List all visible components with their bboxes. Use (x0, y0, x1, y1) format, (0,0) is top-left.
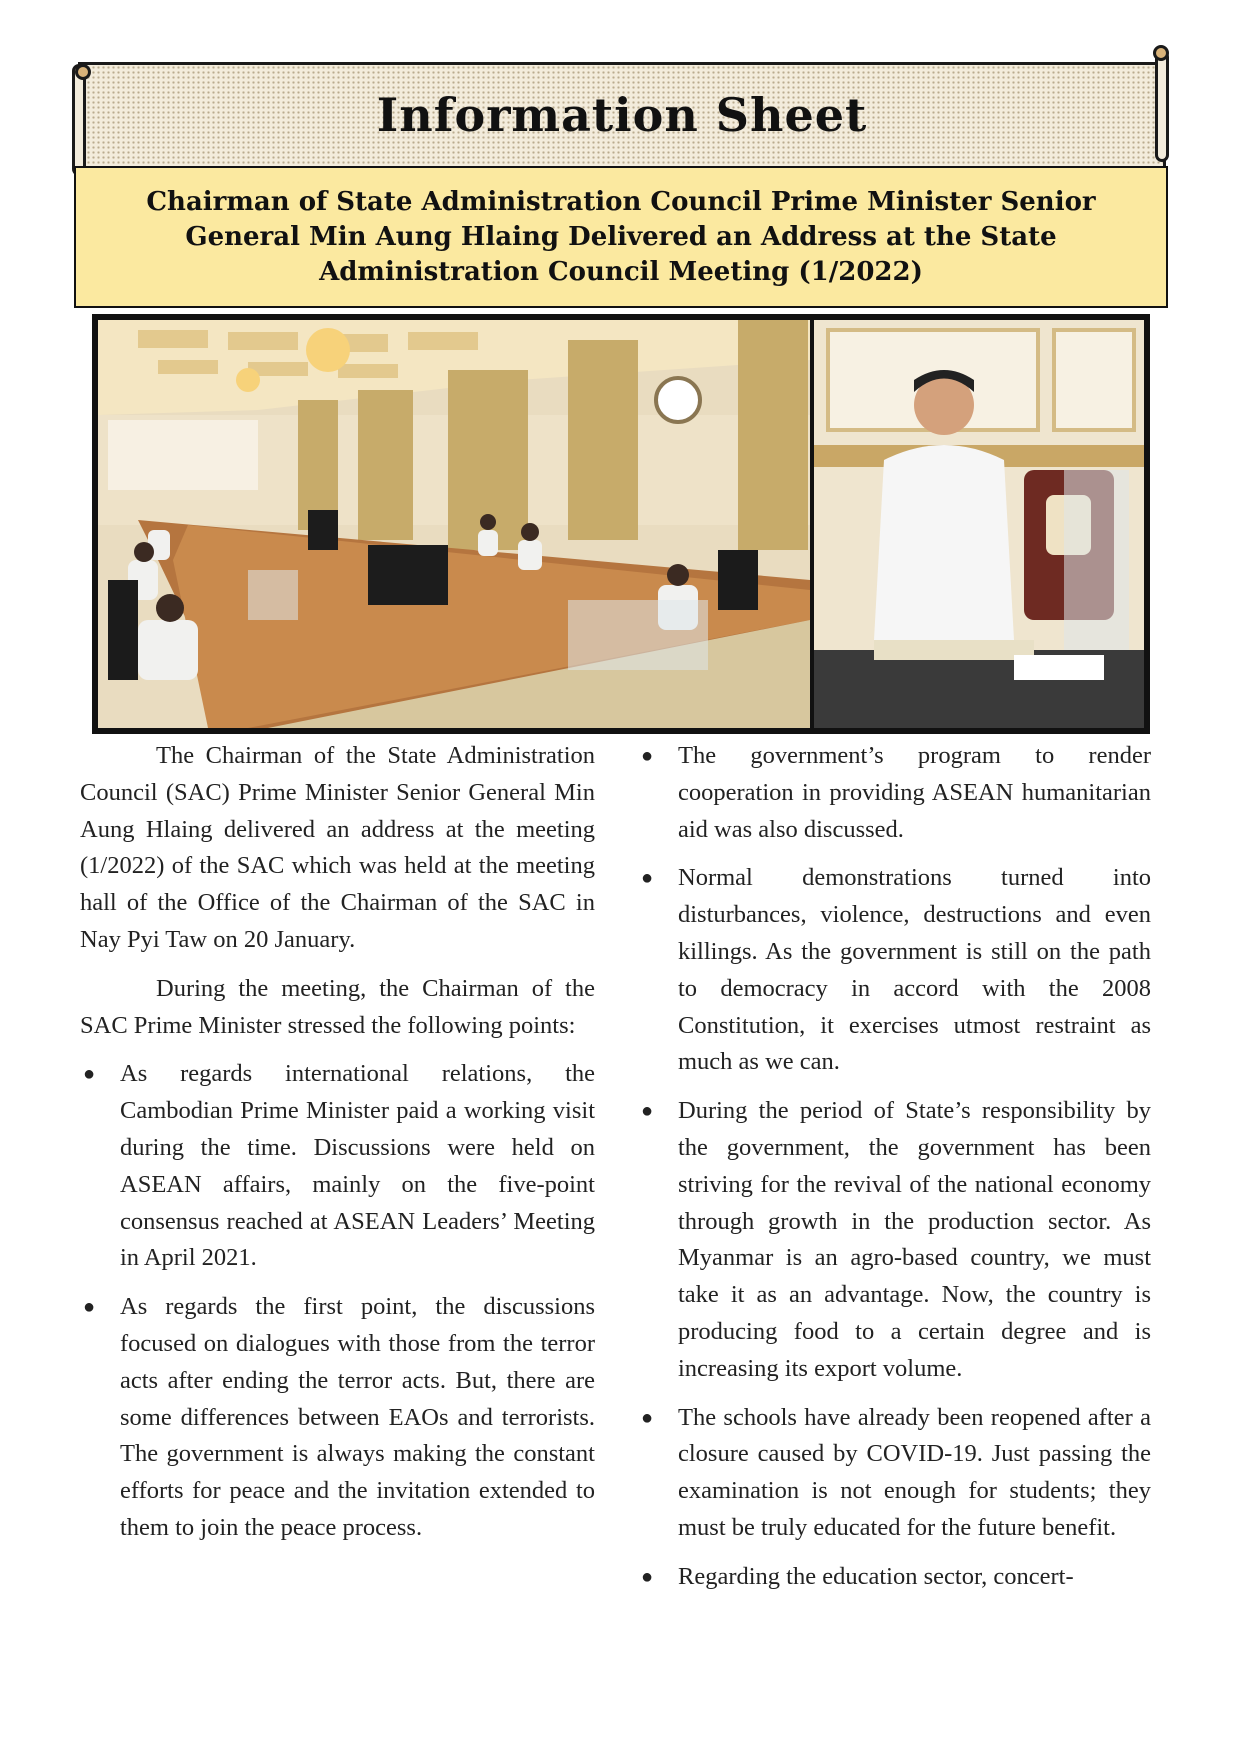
left-bullet-list (80, 1056, 595, 1546)
list-item: ● As regards international relations, the Cambodian Prime Minister paid a working visit during the time. Discussions were held on ASEAN affairs, mainly on the five-point consensus reached at ASEAN Leaders’ Meeting in April 2021. (80, 1056, 595, 1277)
photo-frame (92, 314, 1150, 734)
bullet-icon: ● (641, 1100, 654, 1123)
intro-paragraph: The Chairman of the State Administration Council (SAC) Prime Minister Senior General Min Aung Hlaing delivered an address at the meeting (1/2022) of the SAC which was held at the meeting hall of the Office of the Chairman of the SAC in Nay Pyi Taw on 20 January. (80, 742, 595, 953)
bullet-icon: ● (83, 1296, 96, 1319)
list-item: ● Normal demonstrations turned into disturbances, violence, destructions and even killings. As the government is still on the path to democracy in accord with the 2008 Constitution, it exercises utmost restraint as much as we can. (638, 860, 1151, 1081)
list-item: ● Regarding the education sector, concert- (638, 1559, 1151, 1596)
list-item: ● The government’s program to render cooperation in providing ASEAN humanitarian aid was also discussed. (638, 738, 1151, 848)
list-item: ● The schools have already been reopened after a closure caused by COVID-19. Just passing the examination is not enough for students; they must be truly educated for the future benefit. (638, 1400, 1151, 1547)
bullet-icon: ● (641, 745, 654, 767)
bullet-icon: ● (83, 1063, 96, 1086)
points-intro-paragraph: During the meeting, the Chairman of the SAC Prime Minister stressed the following points: (80, 974, 595, 1039)
bullet-icon: ● (641, 1406, 654, 1429)
headline-text: Chairman of State Administration Council Prime Minister Senior General Min Aung Hlaing Delivered an Address at the State Administration Council Meeting (1/2022) (146, 186, 1096, 287)
scroll-curl-right (1153, 45, 1169, 61)
page-title: Information Sheet (376, 88, 868, 142)
right-column (638, 738, 1151, 1608)
bullet-icon: ● (641, 1565, 654, 1588)
list-item: ● During the period of State’s responsibility by the government, the government has been striving for the revival of the national economy through growth in the production sector. As Myanmar is an agro-based country, we must take it as an advantage. Now, the country is producing food to a certain degree and is increasing its export volume. (638, 1093, 1151, 1387)
senior-general-standing-photo (814, 320, 1144, 728)
left-column (80, 738, 595, 1559)
list-item: ● As regards the first point, the discussions focused on dialogues with those from the terror acts after ending the terror acts. But, there are some differences between EAOs and terrorists. The government is always making the constant efforts for peace and the invitation extended to them to join the peace process. (80, 1289, 595, 1547)
headline-box (74, 166, 1168, 308)
bullet-icon: ● (641, 867, 654, 890)
right-bullet-list (638, 738, 1151, 1596)
meeting-hall-photo (98, 320, 810, 728)
